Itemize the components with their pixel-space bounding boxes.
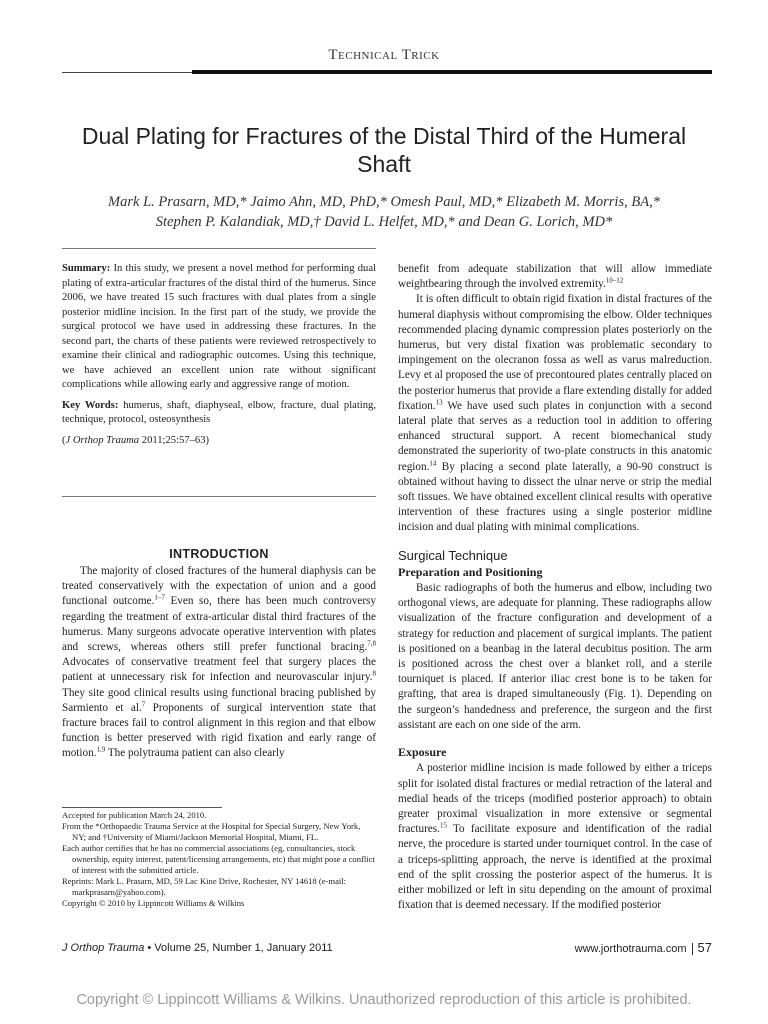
continued-paragraph: [398, 262, 712, 292]
reference: 10–12: [605, 276, 624, 285]
author-list: [62, 192, 706, 232]
introduction-body: [62, 564, 376, 762]
summary-top-rule: [62, 248, 376, 249]
footnote-disclosure: Each author certifies that he has no commercial associations (eg, consultancies, stock ownership, equity interest, patent/licensing arrangements, etc) that might pose a conflict of interest with the submitted article.: [62, 843, 375, 875]
text-run: The majority of closed fractures of the humeral diaphysis can be treated conservatively with the expectation of union and a good functional outcome.: [62, 565, 376, 608]
citation-line: (J Orthop Trauma 2011;25:57–63): [62, 434, 210, 446]
text-run: benefit from adequate stabilization that will allow immediate weightbearing through the involved extremity.: [398, 263, 712, 291]
text-run: The polytrauma patient can also clearly: [105, 747, 285, 760]
reference: 7,8: [367, 639, 376, 648]
introduction-paragraph: [62, 564, 376, 762]
text-run: Proponents of surgical intervention state that fracture braces fail to control alignment in this region and that elbow function is better preserved with rigid fixation and early range of motion.: [62, 701, 376, 760]
citation-details: 2011;25:57–63): [141, 434, 210, 446]
body-paragraph: [398, 292, 712, 535]
summary-block: [62, 262, 376, 454]
introduction-heading: INTRODUCTION: [169, 547, 269, 561]
reference: 1,9: [96, 745, 106, 754]
reference: 13: [435, 398, 443, 407]
right-column: [398, 262, 712, 913]
footnotes: [62, 810, 376, 909]
footer-issue: • Volume 25, Number 1, January 2011: [144, 942, 333, 954]
summary-label: Summary:: [62, 263, 111, 274]
running-footer: [62, 942, 333, 954]
footer-right: [575, 940, 712, 955]
section-label: Technical Trick: [328, 47, 440, 63]
author-line-2: Stephen P. Kalandiak, MD,† David L. Helfet, MD,* and Dean G. Lorich, MD*: [155, 214, 613, 230]
reference: 1–7: [154, 593, 165, 602]
reference: 8: [372, 669, 376, 678]
summary-text: In this study, we present a novel method for performing dual plating of extra-articular fractures of the distal third of the humerus. Since 2006, we have treated 15 such fractures with dual plates from a single posterior midline incision. In the first part of the study, we provide the surgical protocol we have used in addressing these fractures. In the second part, the charts of these patients were reviewed retrospectively to examine their clinical and radiographic outcomes. Using this technique, we have achieved an excellent union rate without significant complications while allowing early and aggressive range of motion.: [62, 263, 376, 390]
page-number: 57: [697, 940, 712, 955]
text-run: By placing a second plate laterally, a 90-90 construct is obtained without having to dissect the ulnar nerve or strip the medial soft tissues. We have obtained excellent clinical results with operative intervention of these fractures using a single posterior midline incision and dual plating with minimal complications.: [398, 460, 712, 534]
footer-journal: J Orthop Trauma: [62, 942, 145, 954]
footnote-accepted: Accepted for publication March 24, 2010.: [62, 810, 207, 820]
text-run: To facilitate exposure and identification of the radial nerve, the procedure is started under tourniquet control. In the case of a triceps-splitting approach, the nerve is identified at the proximal end of the split crossing the posterior aspect of the humerus. It is either mobilized or left in situ depending on the amount of proximal fixation that is deemed necessary. If the modified posterior: [398, 823, 712, 912]
preparation-heading: Preparation and Positioning: [398, 564, 543, 579]
footnote-copyright: Copyright © 2010 by Lippincott Williams & Wilkins: [62, 898, 245, 908]
reference: 14: [429, 458, 437, 467]
text-run: Even so, there has been much controversy regarding the treatment of extra-articular distal third fractures of the humerus. Many surgeons advocate operative intervention with plates and screws, whereas others still prefer functional bracing.: [62, 595, 376, 654]
page-separator: [692, 943, 693, 955]
header-rule-thick: [192, 70, 712, 74]
article-title: Dual Plating for Fractures of the Distal Third of the Humeral Shaft: [81, 123, 687, 177]
journal-website: www.jorthotrauma.com: [574, 943, 687, 955]
footnote-rule: [62, 807, 222, 808]
summary-paragraph: [62, 262, 376, 393]
text-run: A posterior midline incision is made followed by either a triceps split for isolated distal fractures or medial retraction of the lateral and medial heads of the triceps (modified posterior approach) to obtain greater proximal visualization in more extensive or segmental fractures.: [398, 762, 712, 836]
author-line-1: Mark L. Prasarn, MD,* Jaimo Ahn, MD, PhD,* Omesh Paul, MD,* Elizabeth M. Morris, BA,*: [108, 194, 660, 210]
footnote-reprints: Reprints: Mark L. Prasarn, MD, 59 Lac Kine Drive, Rochester, NY 14618 (e-mail: markprasarn@yahoo.com).: [62, 876, 347, 897]
text-run: Advocates of conservative treatment feel that surgery places the patient at unnecessary risk for infection and neurovascular injury.: [62, 656, 376, 684]
summary-bottom-rule: [62, 496, 376, 497]
surgical-technique-heading: Surgical Technique: [398, 547, 508, 563]
footnote-affiliation: From the *Orthopaedic Trauma Service at the Hospital for Special Surgery, New York, NY; and †University of Miami/Jackson Memorial Hospital, Miami, FL.: [62, 821, 361, 842]
exposure-paragraph: [398, 761, 712, 913]
reference: 7: [141, 700, 146, 709]
copyright-notice: Copyright © Lippincott Williams & Wilkins. Unauthorized reproduction of this article is prohibited.: [76, 992, 692, 1008]
exposure-heading: Exposure: [398, 745, 447, 760]
keywords-label: Key Words:: [62, 399, 119, 411]
text-run: It is often difficult to obtain rigid fixation in distal fractures of the humeral diaphysis without compromising the elbow. Older techniques recommended placing dynamic compression plates posteriorly on the humerus, but very distal fixation was problematic secondary to impingement on the olecranon fossa as well as varus malreduction. Levy et al proposed the use of precontoured plates centrally placed on the posterior humerus that provide a flare extending distally for added fixation.: [398, 293, 712, 412]
text-run: We have used such plates in conjunction with a second lateral plate that serves as a reduction tool in addition to offering enhanced structural support. A recent biomechanical study demonstrated the superiority of two-plate constructs in this anatomic region.: [398, 399, 712, 473]
keywords-paragraph: [62, 399, 376, 428]
citation-journal: J Orthop Trauma: [65, 434, 140, 446]
reference: 15: [439, 821, 447, 830]
keywords-text: humerus, shaft, diaphyseal, elbow, fracture, dual plating, technique, protocol, osteosynthesis: [62, 399, 376, 425]
preparation-paragraph: Basic radiographs of both the humerus and elbow, including two orthogonal views, are adequate for planning. These radiographs allow visualization of the fracture configuration and development of a strategy for reduction and placement of surgical implants. The patient is positioned on a beanbag in the lateral decubitus position. The arm is positioned across the chest over a blanket roll, and a sterile tourniquet is placed. If anterior iliac crest bone is to be taken for grafting, that area is draped simultaneously (Fig. 1). Depending on the surgeon’s handedness and preference, the surgeon and the first assistant are each on one side of the arm.: [398, 582, 712, 731]
text-run: They site good clinical results using functional bracing published by Sarmiento et al.: [62, 686, 376, 714]
